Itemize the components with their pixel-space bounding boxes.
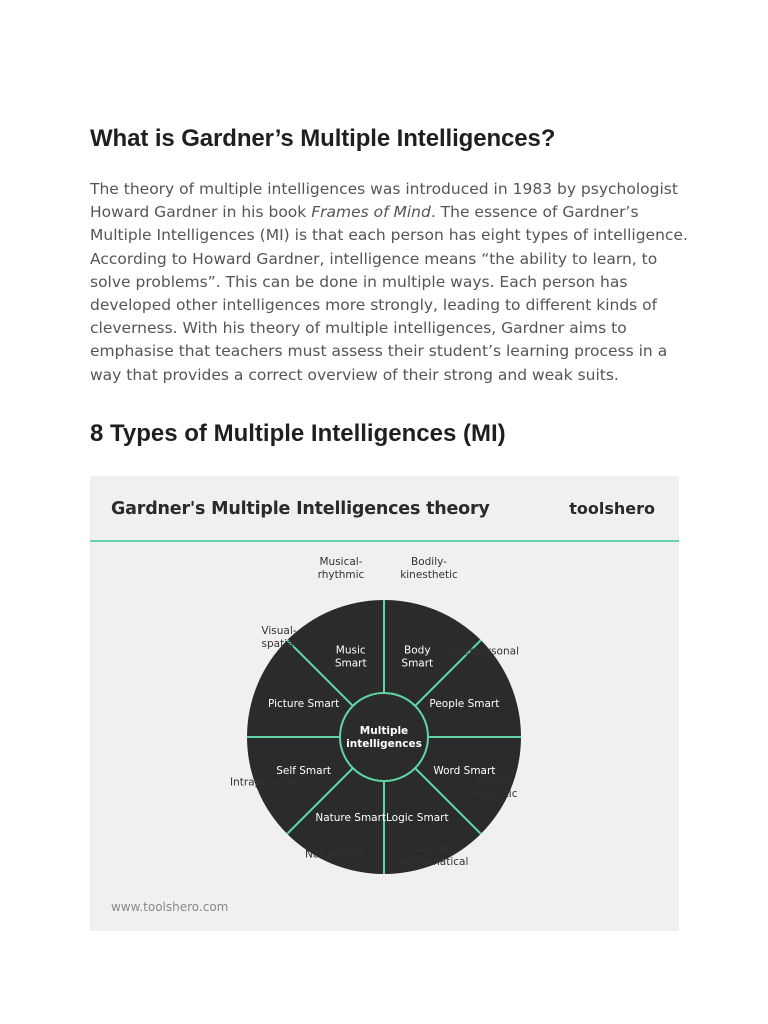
section-heading: 8 Types of Multiple Intelligences (MI) (90, 420, 506, 447)
intelligences-wheel-diagram (90, 476, 679, 931)
article-paragraph (90, 178, 690, 387)
intelligence-type-label: Logical-mathematical (395, 843, 469, 868)
wheel-center-circle (340, 693, 428, 781)
intelligences-figure (90, 476, 679, 931)
figure-title: Gardner's Multiple Intelligences theory (111, 499, 490, 519)
book-title: Frames of Mind (311, 203, 431, 222)
intelligence-type-label: Visual-spatial (261, 625, 297, 650)
paragraph-text-start: The theory of multiple intelligences was introduced in 1983 by psychologist Howard Gardner in his book (90, 180, 678, 222)
wheel-center-label: Multiple intelligences (346, 725, 422, 750)
segment-label: Body Smart (401, 644, 434, 670)
intelligence-type-label: Intrapersonal (230, 776, 300, 789)
segment-label: Nature Smart (315, 811, 387, 824)
segment-label: Picture Smart (268, 698, 340, 711)
segment-label: Logic Smart (386, 811, 449, 824)
segment-label: Self Smart (276, 764, 332, 777)
article-heading: What is Gardner’s Multiple Intelligences? (90, 125, 556, 152)
intelligence-type-label: Interpersonal (449, 645, 519, 658)
segment-label: Word Smart (433, 764, 496, 777)
figure-brand-logo: toolshero (569, 499, 655, 518)
intelligence-type-label: Naturalistic (305, 848, 365, 861)
segment-label: Music Smart (334, 644, 367, 670)
paragraph-text-end: . The essence of Gardner’s Multiple Intelligences (MI) is that each person has eight types of intelligence. According to Howard Gardner, intelligence means “the ability to learn, to solve problems”. This can be done in multiple ways. Each person has developed other intelligences more strongly, leading to different kinds of cleverness. With his theory of multiple intelligences, Gardner aims to emphasise that teachers must assess their student’s learning process in a way that provides a correct overview of their strong and weak suits. (90, 203, 688, 384)
intelligence-type-label: Musical-rhythmic (317, 556, 365, 581)
segment-label: People Smart (429, 698, 500, 711)
figure-source-url: www.toolshero.com (111, 900, 229, 914)
intelligence-type-label: Bodily-kinesthetic (400, 556, 458, 581)
intelligence-type-label: Verbal-linguistic (470, 775, 518, 800)
